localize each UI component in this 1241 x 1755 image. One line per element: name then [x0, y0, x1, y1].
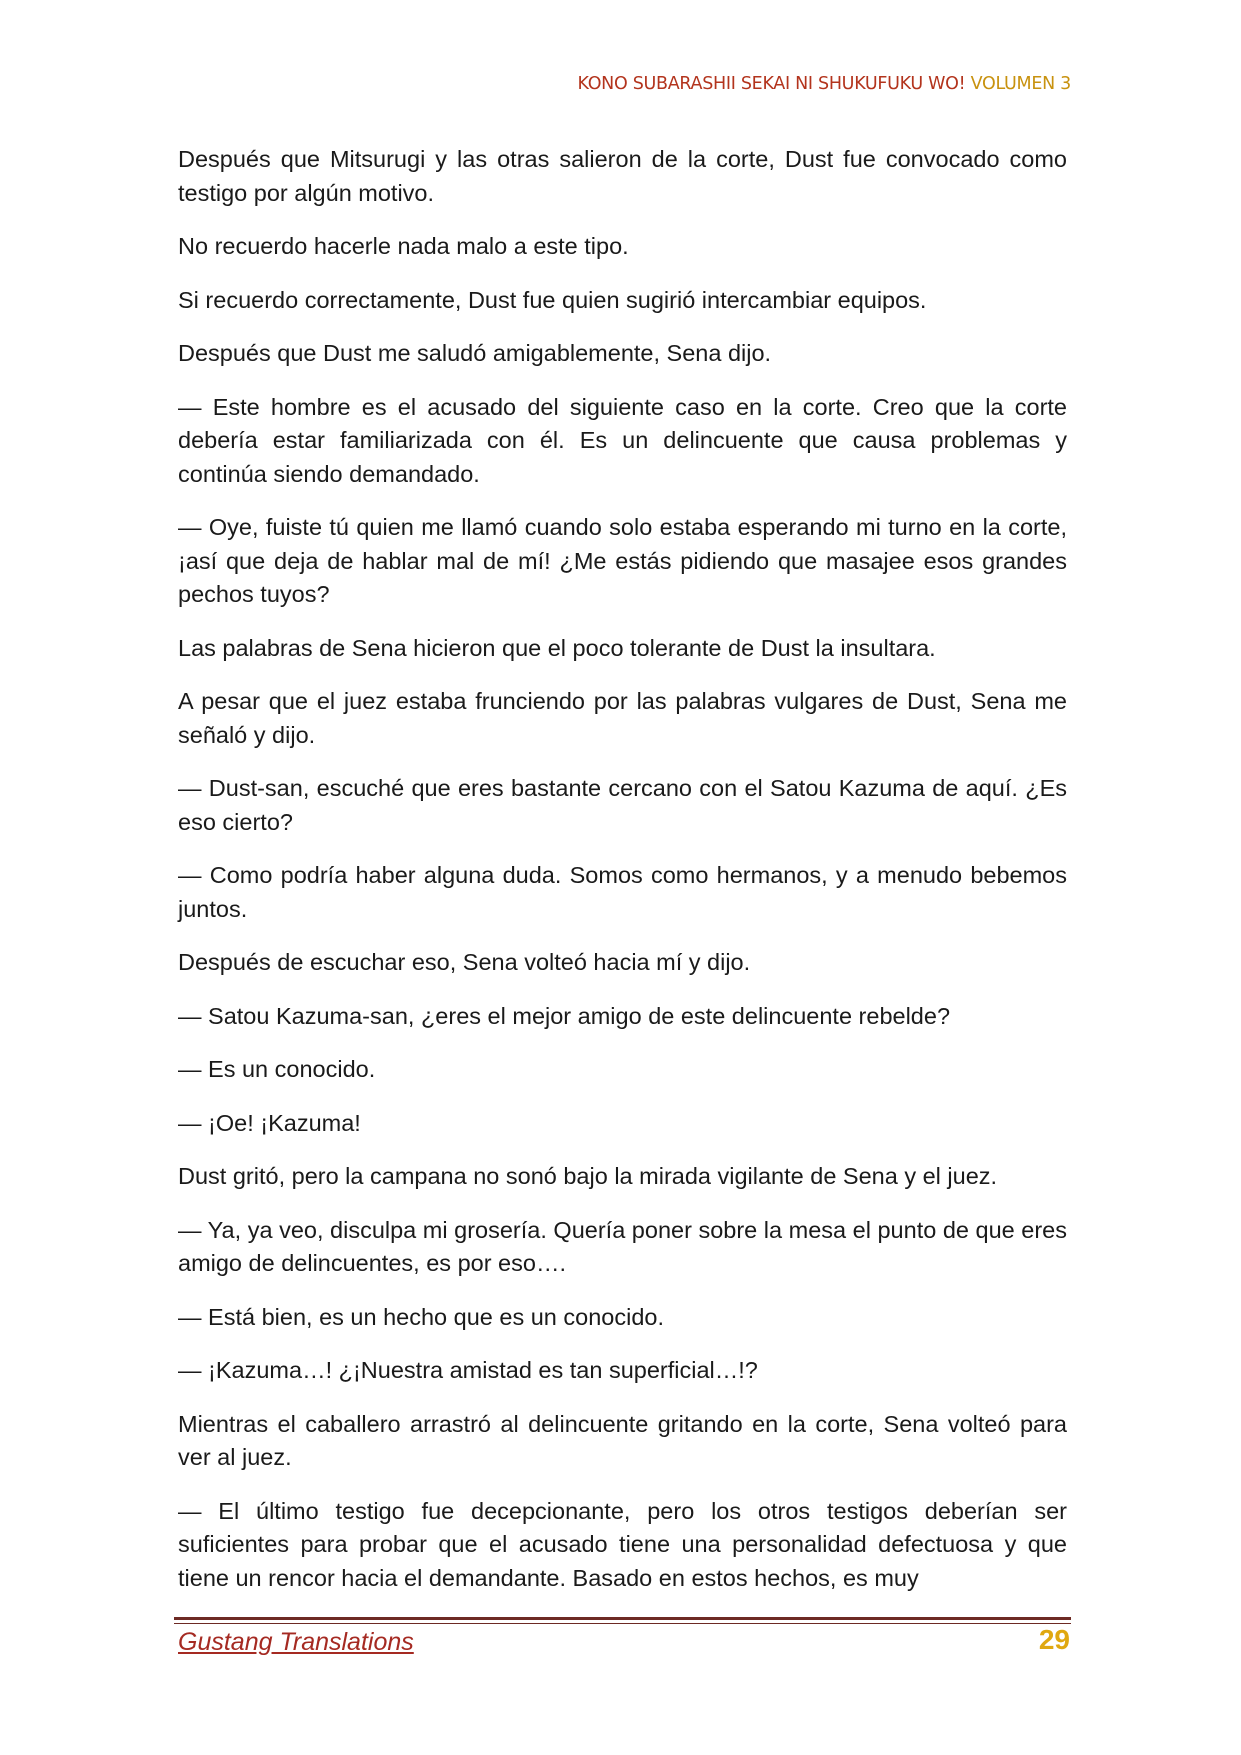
paragraph: Dust gritó, pero la campana no sonó bajo la mirada vigilante de Sena y el juez. [178, 1163, 998, 1189]
paragraph: — Es un conocido. [178, 1056, 376, 1082]
paragraph: — Está bien, es un hecho que es un conocido. [178, 1303, 664, 1330]
paragraph: Después de escuchar eso, Sena volteó hacia mí y dijo. [178, 949, 751, 975]
footer-divider [174, 1617, 1071, 1624]
paragraph: No recuerdo hacerle nada malo a este tipo. [178, 233, 629, 259]
paragraph: — ¡Oe! ¡Kazuma! [178, 1109, 361, 1136]
paragraph: A pesar que el juez estaba frunciendo por las palabras vulgares de Dust, Sena me señaló y dijo. [178, 688, 1067, 748]
running-header [577, 74, 1071, 94]
header-series-title: KONO SUBARASHII SEKAI NI SHUKUFUKU WO! [577, 74, 966, 94]
footer-brand: Gustang Translations [178, 1628, 414, 1656]
body-text [178, 143, 1067, 1615]
paragraph: Las palabras de Sena hicieron que el poco tolerante de Dust la insultara. [178, 634, 936, 661]
paragraph: — Dust-san, escuché que eres bastante cercano con el Satou Kazuma de aquí. ¿Es eso cierto? [178, 775, 1067, 835]
page-number: 29 [1038, 1624, 1070, 1655]
paragraph: — Como podría haber alguna duda. Somos como hermanos, y a menudo bebemos juntos. [178, 862, 1067, 922]
paragraph: — El último testigo fue decepcionante, pero los otros testigos deberían ser suficientes para probar que el acusado tiene una personalidad defectuosa y que tiene un rencor hacia el demandante. Basado en estos hechos, es muy [178, 1497, 1067, 1591]
paragraph: Después que Mitsurugi y las otras salieron de la corte, Dust fue convocado como testigo por algún motivo. [178, 146, 1067, 206]
paragraph: Después que Dust me saludó amigablemente, Sena dijo. [178, 340, 772, 366]
paragraph: — Satou Kazuma-san, ¿eres el mejor amigo de este delincuente rebelde? [178, 1002, 951, 1029]
header-volume: VOLUMEN 3 [970, 74, 1071, 94]
paragraph: — Este hombre es el acusado del siguiente caso en la corte. Creo que la corte debería estar familiarizada con él. Es un delincuente que causa problemas y continúa siendo demandado. [178, 393, 1067, 487]
paragraph: — ¡Kazuma…! ¿¡Nuestra amistad es tan superficial…!? [178, 1357, 758, 1383]
paragraph: Mientras el caballero arrastró al delincuente gritando en la corte, Sena volteó para ver al juez. [178, 1410, 1067, 1470]
paragraph: Si recuerdo correctamente, Dust fue quien sugirió intercambiar equipos. [178, 286, 927, 313]
paragraph: — Ya, ya veo, disculpa mi grosería. Quería poner sobre la mesa el punto de que eres amigo de delincuentes, es por eso…. [178, 1216, 1067, 1276]
footer-divider-thick [174, 1617, 1071, 1620]
paragraph: — Oye, fuiste tú quien me llamó cuando solo estaba esperando mi turno en la corte, ¡así que deja de hablar mal de mí! ¿Me estás pidiendo que masajee esos grandes pechos tuyos? [178, 514, 1067, 607]
footer-divider-thin [174, 1623, 1071, 1624]
